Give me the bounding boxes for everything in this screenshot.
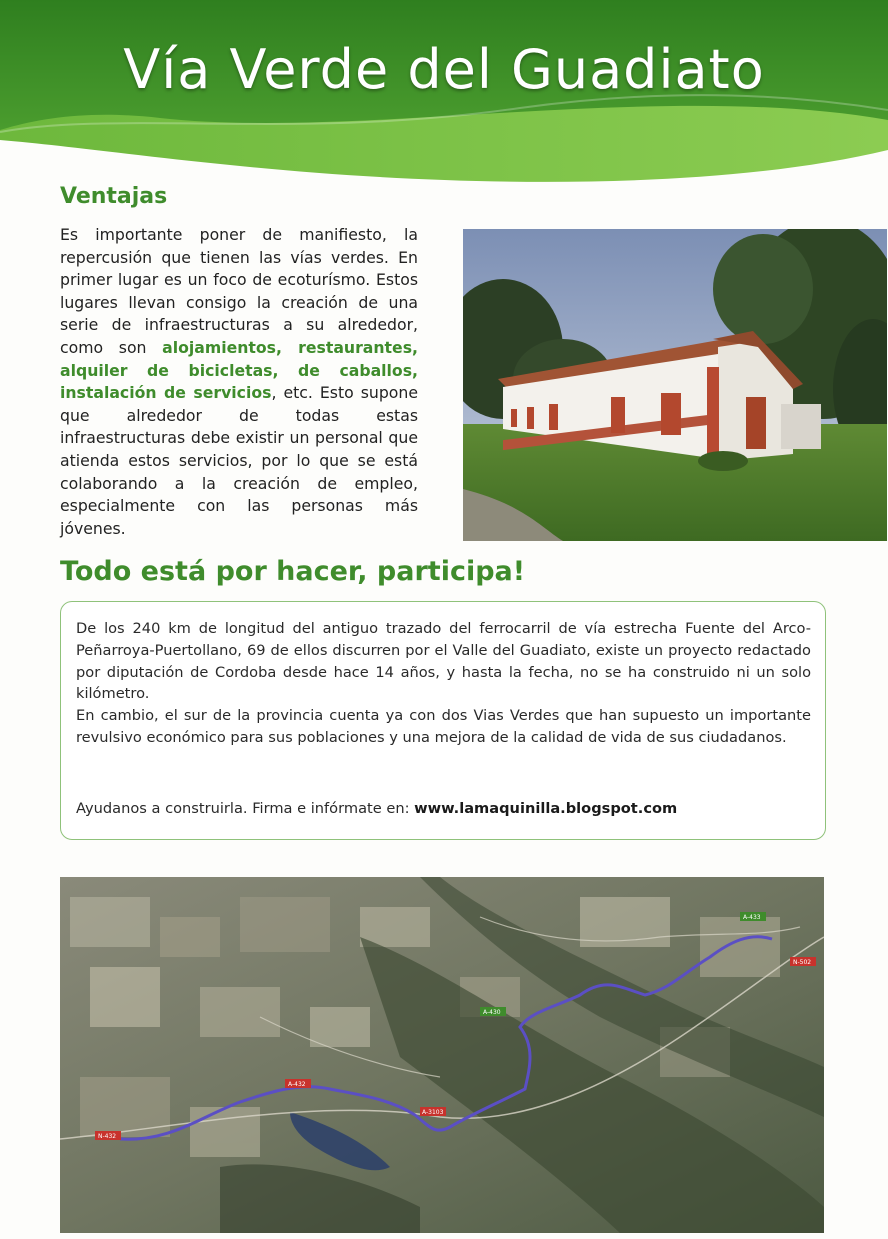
map-label-6: A-3103	[422, 1109, 444, 1116]
ventajas-paragraph	[60, 224, 418, 540]
participa-heading: Todo está por hacer, participa!	[60, 556, 526, 587]
page-title: Vía Verde del Guadiato	[123, 38, 765, 101]
page-header	[0, 0, 888, 190]
blog-link[interactable]: www.lamaquinilla.blogspot.com	[414, 800, 678, 817]
satellite-map-image	[60, 877, 824, 1233]
ventajas-text-end: , etc. Esto supone que alrededor de todas estas infraestructuras debe existir un personal que atienda estos servicios, por lo que se está colaborando a la creación de empleo, especialmente con las personas más jóvenes.	[60, 383, 418, 538]
ventajas-text-start: Es importante poner de manifiesto, la repercusión que tienen las vías verdes. En primer lugar es un foco de ecoturísmo. Estos lugares llevan consigo la creación de una serie de infraestructuras a su alrededor, como son	[60, 225, 418, 357]
map-label-5: N-502	[793, 959, 812, 966]
map-label-1: N-432	[98, 1133, 117, 1140]
participa-text	[76, 618, 811, 749]
map-label-4: A-433	[743, 914, 761, 921]
participa-paragraph-2: En cambio, el sur de la provincia cuenta ya con dos Vias Verdes que han supuesto un importante revulsivo económico para sus poblaciones y una mejora de la calidad de vida de sus ciudadanos.	[76, 707, 811, 746]
cta-text: Ayudanos a construirla. Firma e infórmate en:	[76, 800, 415, 817]
station-photo	[463, 229, 887, 541]
map-label-3: A-430	[483, 1009, 501, 1016]
route-map	[60, 877, 824, 1233]
ventajas-highlight: alojamientos, restaurantes, alquiler de bicicletas, de caballos, instalación de servicios	[60, 337, 418, 403]
ventajas-heading: Ventajas	[60, 184, 168, 209]
participa-cta	[76, 800, 811, 817]
map-label-2: A-432	[288, 1081, 306, 1088]
participa-paragraph-1: De los 240 km de longitud del antiguo trazado del ferrocarril de vía estrecha Fuente del Arco-Peñarroya-Puertollano, 69 de ellos discurren por el Valle del Guadiato, existe un proyecto redactado por diputación de Cordoba desde hace 14 años, y hasta la fecha, no se ha construido ni un solo kilómetro.	[76, 620, 811, 703]
